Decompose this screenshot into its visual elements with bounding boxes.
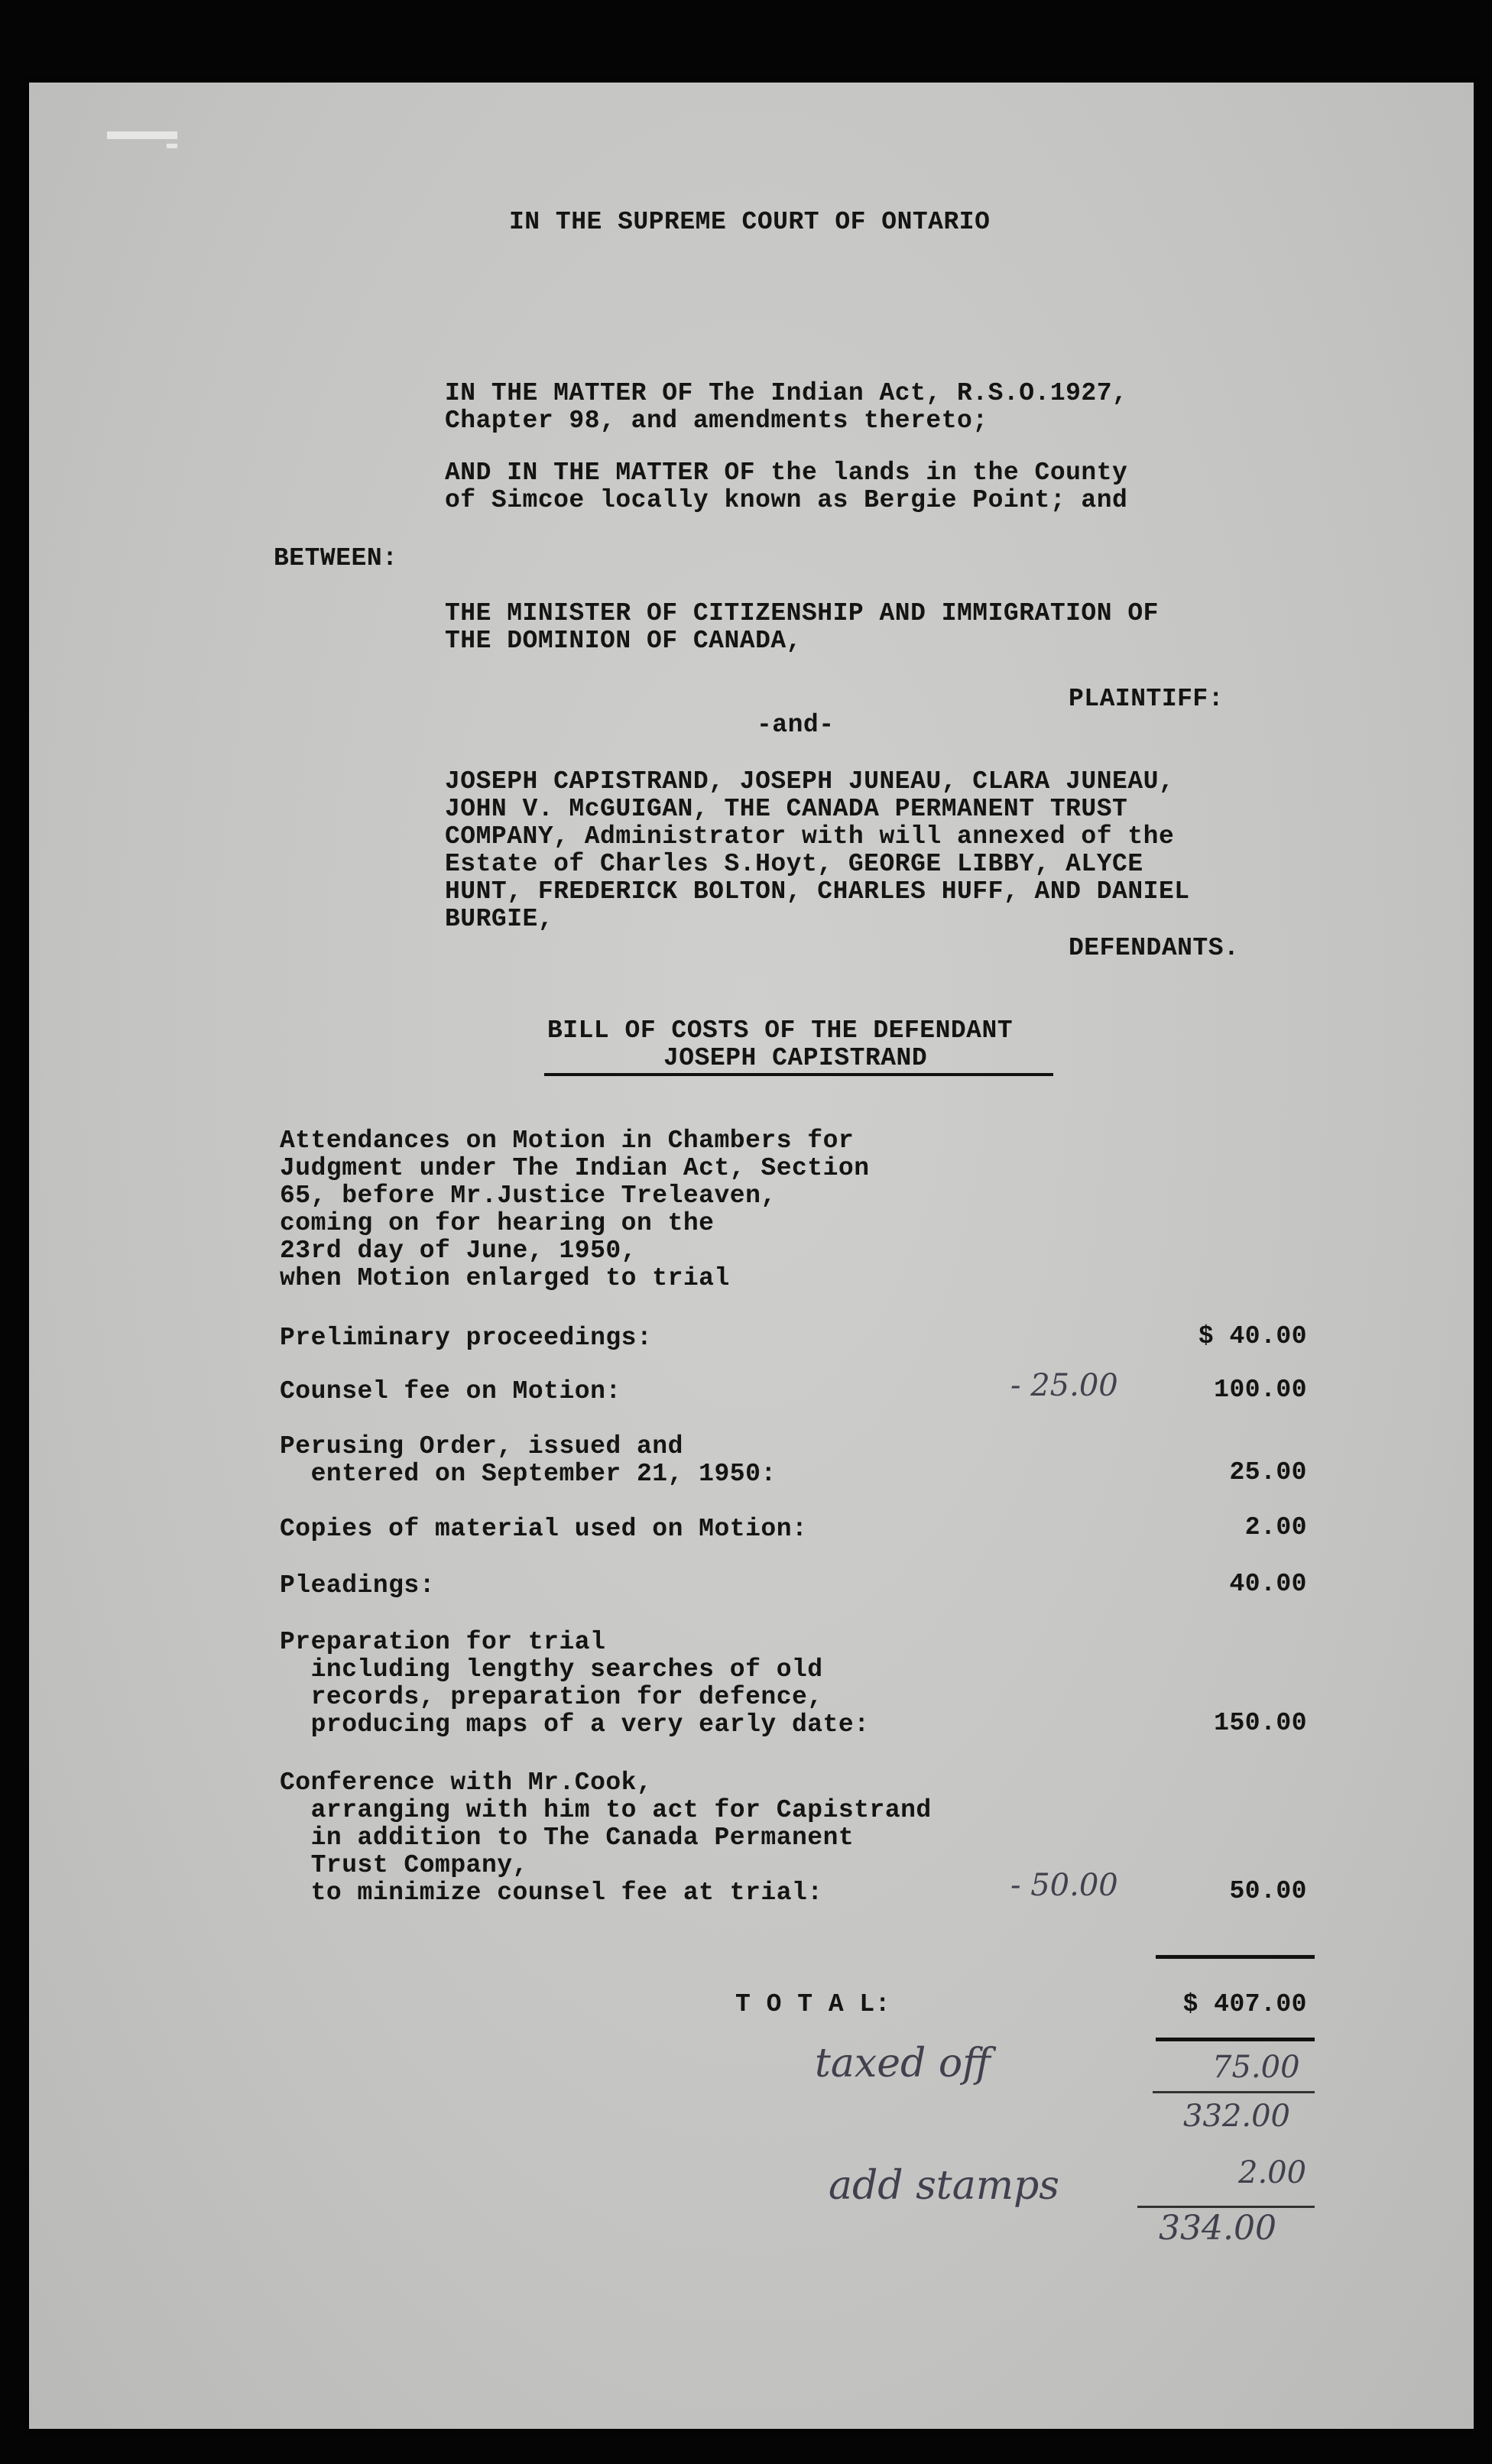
- scan-mark-dot: [167, 144, 177, 148]
- title-underline: [544, 1073, 1053, 1076]
- handwritten-final-total: 334.00: [1159, 2209, 1276, 2248]
- total-label: T O T A L:: [735, 1990, 891, 2018]
- handwritten-stamps-label: add stamps: [829, 2163, 1059, 2209]
- item-description: entered on September 21, 1950:: [280, 1460, 777, 1488]
- intro-line: coming on for hearing on the: [280, 1209, 715, 1237]
- handwritten-rule: [1137, 2206, 1315, 2208]
- item-description: in addition to The Canada Permanent: [280, 1824, 855, 1852]
- court-heading: IN THE SUPREME COURT OF ONTARIO: [509, 208, 991, 236]
- intro-line: 23rd day of June, 1950,: [280, 1237, 637, 1265]
- intro-line: when Motion enlarged to trial: [280, 1264, 730, 1292]
- matter-line-2: Chapter 98, and amendments thereto;: [445, 407, 988, 435]
- defendants-line: JOHN V. McGUIGAN, THE CANADA PERMANENT TRUST: [445, 795, 1128, 823]
- defendants-line: COMPANY, Administrator with will annexed of the: [445, 822, 1175, 851]
- item-description: Pleadings:: [280, 1571, 436, 1600]
- item-description: Preparation for trial: [280, 1628, 606, 1656]
- total-rule-bottom: [1156, 2038, 1315, 2041]
- plaintiff-role: PLAINTIFF:: [1069, 685, 1224, 713]
- handwritten-deduction: - 25.00: [1010, 1368, 1118, 1403]
- total-amount: $ 407.00: [1182, 1990, 1307, 2018]
- handwritten-taxed-label: taxed off: [815, 2041, 991, 2086]
- total-rule-top: [1156, 1955, 1315, 1959]
- matter-line-1: IN THE MATTER OF The Indian Act, R.S.O.1927,: [445, 379, 1128, 407]
- defendants-role: DEFENDANTS.: [1069, 934, 1240, 962]
- item-description: to minimize counsel fee at trial:: [280, 1879, 823, 1907]
- handwritten-stamps-amount: 2.00: [1238, 2155, 1307, 2190]
- item-description: Copies of material used on Motion:: [280, 1515, 808, 1543]
- bill-title-line-1: BILL OF COSTS OF THE DEFENDANT: [547, 1016, 1014, 1045]
- defendants-line: JOSEPH CAPISTRAND, JOSEPH JUNEAU, CLARA JUNEAU,: [445, 767, 1175, 796]
- defendants-line: BURGIE,: [445, 905, 554, 933]
- item-description: Conference with Mr.Cook,: [280, 1769, 653, 1797]
- item-description: Counsel fee on Motion:: [280, 1377, 621, 1405]
- matter-line-4: of Simcoe locally known as Bergie Point; and: [445, 486, 1128, 514]
- item-description: arranging with him to act for Capistrand: [280, 1796, 932, 1824]
- between-label: BETWEEN:: [274, 544, 398, 572]
- bill-title-line-2: JOSEPH CAPISTRAND: [663, 1044, 928, 1072]
- item-amount: 40.00: [1229, 1570, 1307, 1598]
- item-description: Preliminary proceedings:: [280, 1324, 653, 1352]
- and-separator: -and-: [757, 711, 835, 739]
- item-amount: 50.00: [1229, 1877, 1307, 1905]
- item-description: including lengthy searches of old: [280, 1655, 823, 1684]
- item-amount: 100.00: [1214, 1376, 1307, 1404]
- plaintiff-line-2: THE DOMINION OF CANADA,: [445, 627, 802, 655]
- handwritten-rule: [1153, 2091, 1315, 2093]
- handwritten-taxed-amount: 75.00: [1212, 2050, 1300, 2085]
- item-amount: $ 40.00: [1198, 1322, 1307, 1350]
- item-amount: 2.00: [1244, 1513, 1307, 1542]
- handwritten-subtotal: 332.00: [1183, 2099, 1290, 2134]
- item-description: Perusing Order, issued and: [280, 1432, 683, 1461]
- handwritten-deduction: - 50.00: [1010, 1868, 1118, 1903]
- intro-line: Attendances on Motion in Chambers for: [280, 1127, 855, 1155]
- plaintiff-line-1: THE MINISTER OF CITIZENSHIP AND IMMIGRATION OF: [445, 599, 1159, 627]
- intro-line: Judgment under The Indian Act, Section: [280, 1154, 870, 1182]
- scan-mark: [107, 131, 177, 139]
- item-description: records, preparation for defence,: [280, 1683, 823, 1711]
- item-amount: 150.00: [1214, 1709, 1307, 1737]
- item-description: Trust Company,: [280, 1851, 528, 1879]
- item-amount: 25.00: [1229, 1458, 1307, 1487]
- item-description: producing maps of a very early date:: [280, 1710, 870, 1739]
- matter-line-3: AND IN THE MATTER OF the lands in the County: [445, 459, 1128, 487]
- defendants-line: Estate of Charles S.Hoyt, GEORGE LIBBY, ALYCE: [445, 850, 1143, 878]
- defendants-line: HUNT, FREDERICK BOLTON, CHARLES HUFF, AND DANIEL: [445, 877, 1190, 906]
- intro-line: 65, before Mr.Justice Treleaven,: [280, 1182, 777, 1210]
